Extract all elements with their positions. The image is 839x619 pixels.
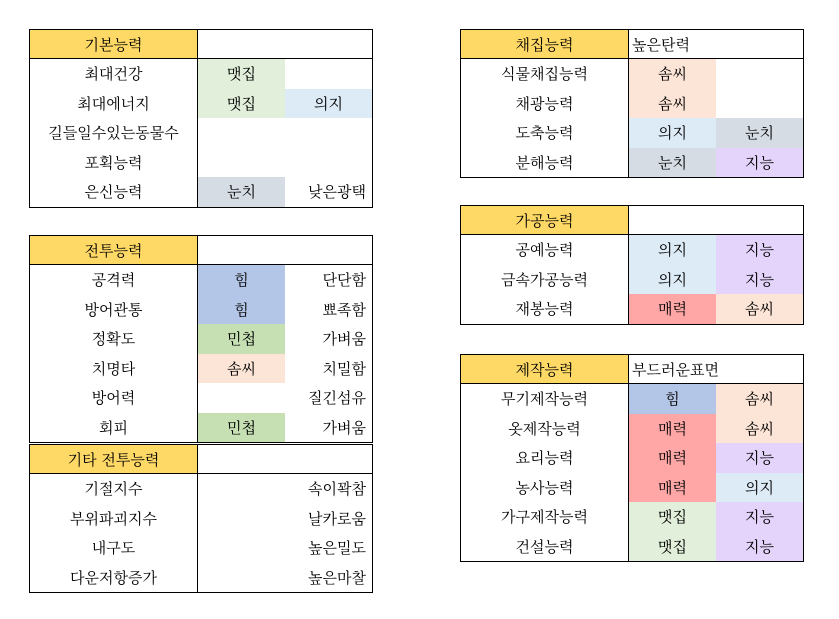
- row-label: 재봉능력: [461, 294, 629, 324]
- stat-cell-secondary: [285, 118, 372, 148]
- stat-cell-secondary: 지능: [716, 235, 803, 265]
- stat-cell-primary: 매력: [629, 443, 716, 473]
- stat-cell-primary: [198, 504, 285, 534]
- stat-cell-primary: 민첩: [198, 324, 285, 354]
- table-body: [29, 59, 373, 208]
- table-processing: [460, 205, 804, 325]
- stat-cell-secondary: 가벼움: [322, 330, 366, 349]
- row-label: 방어관통: [30, 295, 198, 325]
- table-body: [29, 265, 373, 443]
- row-label: 정확도: [30, 324, 198, 354]
- row-label: 도축능력: [461, 118, 629, 148]
- table-header: [460, 354, 804, 384]
- table-row: [30, 177, 372, 207]
- row-label: 기절지수: [30, 474, 198, 504]
- table-body: [460, 384, 804, 562]
- row-label: 요리능력: [461, 443, 629, 473]
- table-row: [461, 265, 803, 295]
- table-header: [29, 29, 373, 59]
- table-row: [30, 118, 372, 148]
- stat-cell-secondary: 지능: [716, 148, 803, 178]
- table-row: [30, 504, 372, 534]
- stat-cell-secondary: 눈치: [716, 118, 803, 148]
- stat-cell-primary: 의지: [629, 265, 716, 295]
- stat-cell-primary: 의지: [629, 235, 716, 265]
- stat-cell-secondary: 치밀함: [322, 359, 366, 378]
- stat-cell-secondary: [716, 59, 803, 89]
- stat-cell-primary: 솜씨: [198, 354, 285, 384]
- row-label: 건설능력: [461, 532, 629, 562]
- stat-cell-primary: 눈치: [629, 148, 716, 178]
- stat-cell-primary: 힘: [629, 384, 716, 414]
- table-row: [30, 533, 372, 563]
- stat-cell-primary: [198, 533, 285, 563]
- table-row: [30, 148, 372, 178]
- row-label: 식물채집능력: [461, 59, 629, 89]
- table-row: [461, 118, 803, 148]
- stat-cell-secondary: 지능: [716, 502, 803, 532]
- stat-cell-primary: 맷집: [198, 89, 285, 119]
- table-header-value: [198, 445, 372, 473]
- table-row: [30, 563, 372, 593]
- table-header: [460, 205, 804, 235]
- table-row: [461, 532, 803, 562]
- row-label: 채광능력: [461, 89, 629, 119]
- table-title: 가공능력: [461, 206, 629, 234]
- stat-cell-primary: 매력: [629, 294, 716, 324]
- stat-cell-primary: 맷집: [629, 532, 716, 562]
- stat-cell-secondary: 지능: [716, 443, 803, 473]
- stat-cell-primary: 솜씨: [629, 59, 716, 89]
- row-label: 길들일수있는동물수: [30, 118, 198, 148]
- row-label: 무기제작능력: [461, 384, 629, 414]
- stat-cell-primary: 맷집: [198, 59, 285, 89]
- table-header-value: [198, 236, 372, 264]
- stat-cell-secondary: 솜씨: [716, 384, 803, 414]
- stat-cell-secondary: 단단함: [322, 271, 366, 290]
- table-header: [29, 235, 373, 265]
- table-row: [461, 502, 803, 532]
- row-label: 공격력: [30, 265, 198, 295]
- table-row: [461, 148, 803, 178]
- stat-cell-primary: 힘: [198, 265, 285, 295]
- stat-cell-secondary: 솜씨: [716, 414, 803, 444]
- table-basic: [29, 29, 373, 208]
- table-row: [30, 265, 372, 295]
- stat-cell-primary: [198, 474, 285, 504]
- stat-cell-secondary: 높은밀도: [308, 539, 366, 558]
- stat-cell-primary: 의지: [629, 118, 716, 148]
- table-title: 기타 전투능력: [30, 445, 198, 473]
- table-row: [461, 294, 803, 324]
- stat-cell-primary: 힘: [198, 295, 285, 325]
- row-label: 분해능력: [461, 148, 629, 178]
- table-title: 기본능력: [30, 30, 198, 58]
- stat-cell-secondary: 뾰족함: [322, 300, 366, 319]
- row-label: 가구제작능력: [461, 502, 629, 532]
- table-row: [30, 324, 372, 354]
- table-row: [30, 354, 372, 384]
- table-header-value: [198, 30, 372, 58]
- row-label: 옷제작능력: [461, 414, 629, 444]
- stat-cell-secondary: 속이꽉참: [308, 480, 366, 499]
- table-row: [461, 414, 803, 444]
- stat-cell-secondary: 질긴섬유: [308, 389, 366, 408]
- stat-cell-secondary: 날카로움: [308, 509, 366, 528]
- table-row: [461, 89, 803, 119]
- table-title: 채집능력: [461, 30, 629, 58]
- table-row: [30, 295, 372, 325]
- stat-cell-primary: [198, 148, 285, 178]
- stat-cell-primary: 솜씨: [629, 89, 716, 119]
- stat-cell-secondary: [716, 89, 803, 119]
- table-body: [460, 235, 804, 325]
- stat-cell-primary: 눈치: [198, 177, 285, 207]
- table-header: [460, 29, 804, 59]
- row-label: 최대에너지: [30, 89, 198, 119]
- stat-cell-primary: 매력: [629, 414, 716, 444]
- row-label: 금속가공능력: [461, 265, 629, 295]
- stat-cell-secondary: 지능: [716, 265, 803, 295]
- table-row: [461, 443, 803, 473]
- table-title: 전투능력: [30, 236, 198, 264]
- stat-cell-secondary: 지능: [716, 532, 803, 562]
- row-label: 부위파괴지수: [30, 504, 198, 534]
- row-label: 치명타: [30, 354, 198, 384]
- table-crafting: [460, 354, 804, 562]
- row-label: 내구도: [30, 533, 198, 563]
- table-row: [30, 383, 372, 413]
- table-gathering: [460, 29, 804, 178]
- table-row: [30, 89, 372, 119]
- stat-cell-primary: 민첩: [198, 413, 285, 443]
- stat-cell-primary: [198, 118, 285, 148]
- table-body: [460, 59, 804, 178]
- table-row: [30, 59, 372, 89]
- row-label: 방어력: [30, 383, 198, 413]
- stat-cell-secondary: 솜씨: [716, 294, 803, 324]
- stat-cell-secondary: 의지: [716, 473, 803, 503]
- stat-cell-secondary: 의지: [285, 89, 372, 119]
- table-header: [29, 444, 373, 474]
- stat-cell-secondary: 낮은광택: [308, 183, 366, 202]
- table-body: [29, 474, 373, 593]
- stat-cell-primary: 매력: [629, 473, 716, 503]
- stat-cell-secondary: 가벼움: [322, 418, 366, 437]
- table-row: [461, 59, 803, 89]
- row-label: 다운저항증가: [30, 563, 198, 593]
- table-row: [30, 413, 372, 443]
- table-row: [461, 384, 803, 414]
- table-row: [30, 474, 372, 504]
- stat-cell-secondary: 높은마찰: [308, 568, 366, 587]
- stat-cell-secondary: [285, 148, 372, 178]
- stat-cell-primary: 맷집: [629, 502, 716, 532]
- row-label: 농사능력: [461, 473, 629, 503]
- table-row: [461, 235, 803, 265]
- table-row: [461, 473, 803, 503]
- stat-cell-primary: [198, 563, 285, 593]
- table-title: 제작능력: [461, 355, 629, 383]
- row-label: 포획능력: [30, 148, 198, 178]
- table-header-value: [629, 206, 803, 234]
- table-other-combat: [29, 444, 373, 593]
- table-header-value: 부드러운표면: [632, 360, 719, 379]
- stat-cell-secondary: [285, 59, 372, 89]
- table-header-value: 높은탄력: [632, 35, 690, 54]
- row-label: 최대건강: [30, 59, 198, 89]
- row-label: 은신능력: [30, 177, 198, 207]
- row-label: 공예능력: [461, 235, 629, 265]
- table-combat: [29, 235, 373, 443]
- stat-cell-primary: [198, 383, 285, 413]
- row-label: 회피: [30, 413, 198, 443]
